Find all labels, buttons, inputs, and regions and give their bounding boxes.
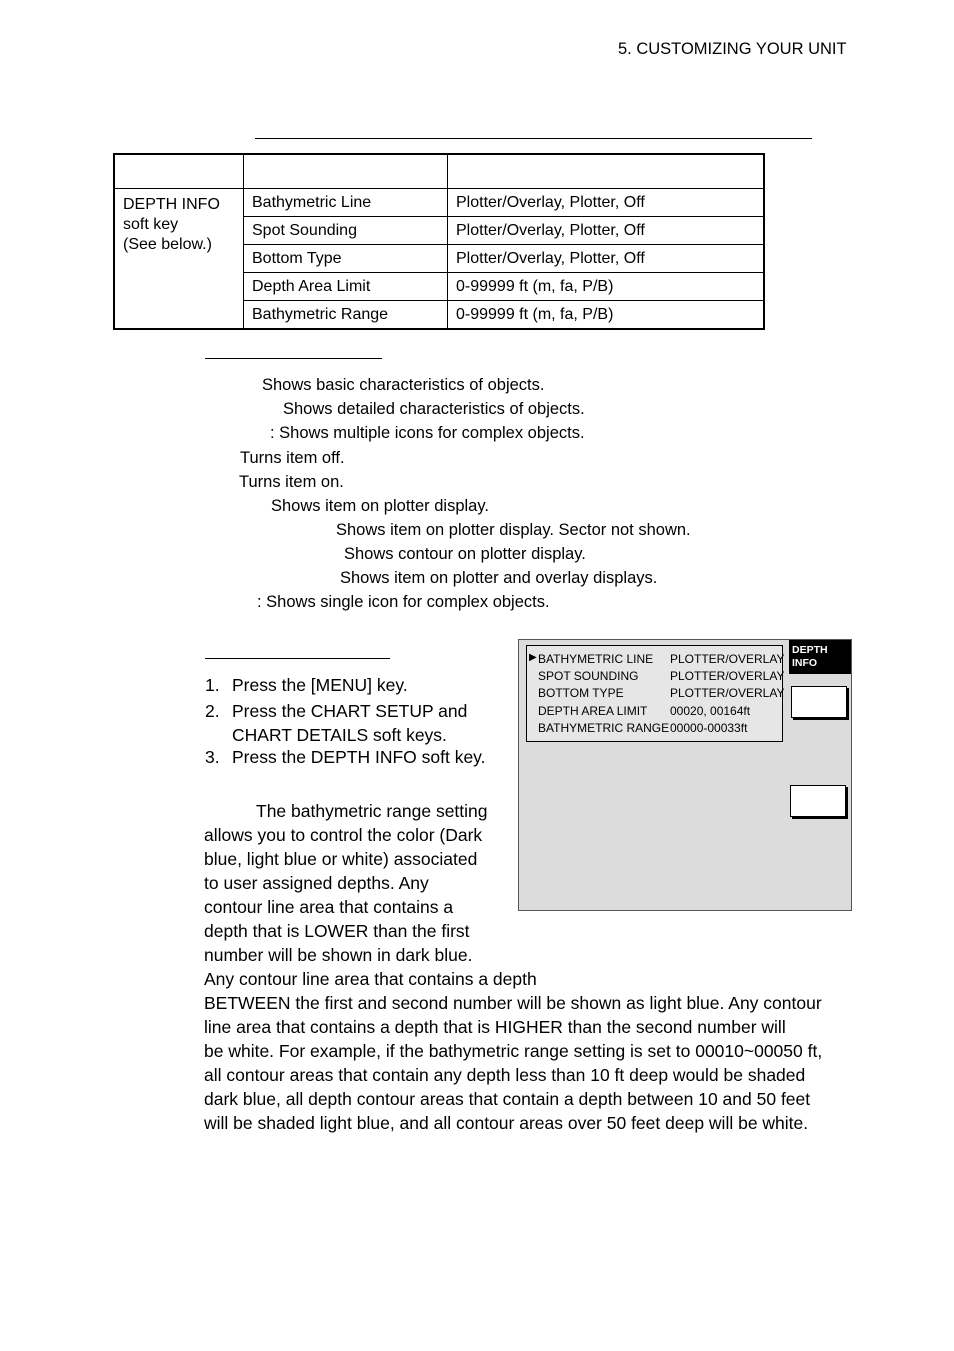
group-label-line: DEPTH INFO [123, 196, 220, 213]
options-cell: Plotter/Overlay, Plotter, Off [448, 217, 765, 245]
procedure-heading-rule [205, 658, 390, 659]
menu-value: 00020, 00164ft [670, 704, 751, 718]
table-row [114, 189, 764, 217]
soft-key-1[interactable] [791, 686, 847, 718]
options-table [113, 153, 765, 330]
legend-line: : Shows multiple icons for complex objects. [270, 424, 585, 442]
step-number: 1. [205, 675, 220, 695]
step-text: Press the [MENU] key. [232, 675, 408, 695]
depth-info-menu [526, 645, 783, 742]
item-cell: Depth Area Limit [244, 273, 448, 301]
group-label-cell [114, 189, 244, 330]
paragraph-line: line area that contains a depth that is HIGHER than the second number will [204, 1017, 786, 1037]
softkey-title [789, 640, 851, 674]
options-cell: Plotter/Overlay, Plotter, Off [448, 189, 765, 217]
options-cell: Plotter/Overlay, Plotter, Off [448, 245, 765, 273]
header-cell-options [448, 154, 765, 189]
group-label-line: soft key [123, 216, 179, 233]
legend-line: Turns item on. [239, 473, 344, 491]
header-cell-item [244, 154, 448, 189]
procedure-step [205, 747, 505, 768]
item-cell: Spot Sounding [244, 217, 448, 245]
menu-label: SPOT SOUNDING [538, 669, 639, 683]
options-cell: 0-99999 ft (m, fa, P/B) [448, 273, 765, 301]
paragraph-line: all contour areas that contain any depth less than 10 ft deep would be shaded [204, 1065, 806, 1085]
header-cell-menu [114, 154, 244, 189]
table-title-rule [255, 138, 812, 139]
softkey-title-line: INFO [792, 657, 818, 669]
options-cell: 0-99999 ft (m, fa, P/B) [448, 301, 765, 330]
step-number: 2. [205, 701, 220, 721]
paragraph-line: allows you to control the color (Dark [204, 825, 483, 845]
paragraph-line: depth that is LOWER than the first [204, 921, 470, 941]
procedure-step [205, 699, 505, 747]
cursor-arrow-icon: ▶ [529, 652, 537, 663]
menu-label: DEPTH AREA LIMIT [538, 704, 648, 718]
menu-label: BOTTOM TYPE [538, 686, 624, 700]
legend-line: : Shows single icon for complex objects. [257, 593, 550, 611]
menu-value: 00000-00033ft [670, 721, 748, 735]
item-cell: Bottom Type [244, 245, 448, 273]
paragraph-line: will be shaded light blue, and all contour areas over 50 feet deep will be white. [204, 1113, 809, 1133]
table-header-row [114, 154, 764, 189]
group-label-line: (See below.) [123, 236, 212, 253]
menu-value: PLOTTER/OVERLAY [670, 652, 785, 666]
paragraph-line: dark blue, all depth contour areas that contain a depth between 10 and 50 feet [204, 1089, 811, 1109]
step-number: 3. [205, 747, 220, 767]
legend-line: Shows item on plotter display. [271, 497, 489, 515]
menu-value: PLOTTER/OVERLAY [670, 686, 785, 700]
depth-info-screen [518, 639, 852, 911]
menu-value: PLOTTER/OVERLAY [670, 669, 785, 683]
soft-key-2[interactable] [790, 785, 846, 817]
paragraph-line: The bathymetric range setting [256, 801, 488, 821]
menu-label: BATHYMETRIC RANGE [538, 721, 670, 735]
paragraph-line: BETWEEN the first and second number will be shown as light blue. Any contour [204, 993, 822, 1013]
legend-line: Turns item off. [240, 449, 345, 467]
legend-line: Shows detailed characteristics of objects. [283, 400, 585, 418]
chapter-header: 5. CUSTOMIZING YOUR UNIT [618, 40, 847, 58]
legend-line: Shows contour on plotter display. [344, 545, 586, 563]
paragraph-line: Any contour line area that contains a depth [204, 969, 537, 989]
procedure-step [205, 675, 505, 696]
paragraph-line: to user assigned depths. Any [204, 873, 429, 893]
paragraph-line: be white. For example, if the bathymetric range setting is set to 00010~00050 ft, [204, 1041, 823, 1061]
item-cell: Bathymetric Line [244, 189, 448, 217]
paragraph-line: contour line area that contains a [204, 897, 454, 917]
step-text: Press the DEPTH INFO soft key. [232, 747, 486, 767]
step-text: CHART DETAILS soft keys. [232, 725, 447, 745]
legend-heading-rule [205, 358, 382, 359]
item-cell: Bathymetric Range [244, 301, 448, 330]
legend-line: Shows item on plotter display. Sector not shown. [336, 521, 691, 539]
softkey-title-line: DEPTH [792, 644, 828, 656]
legend-line: Shows basic characteristics of objects. [262, 376, 545, 394]
paragraph-line: number will be shown in dark blue. [204, 945, 473, 965]
menu-label: BATHYMETRIC LINE [538, 652, 654, 666]
paragraph-line: blue, light blue or white) associated [204, 849, 478, 869]
step-text: Press the CHART SETUP and [232, 701, 468, 721]
legend-line: Shows item on plotter and overlay displays. [340, 569, 658, 587]
